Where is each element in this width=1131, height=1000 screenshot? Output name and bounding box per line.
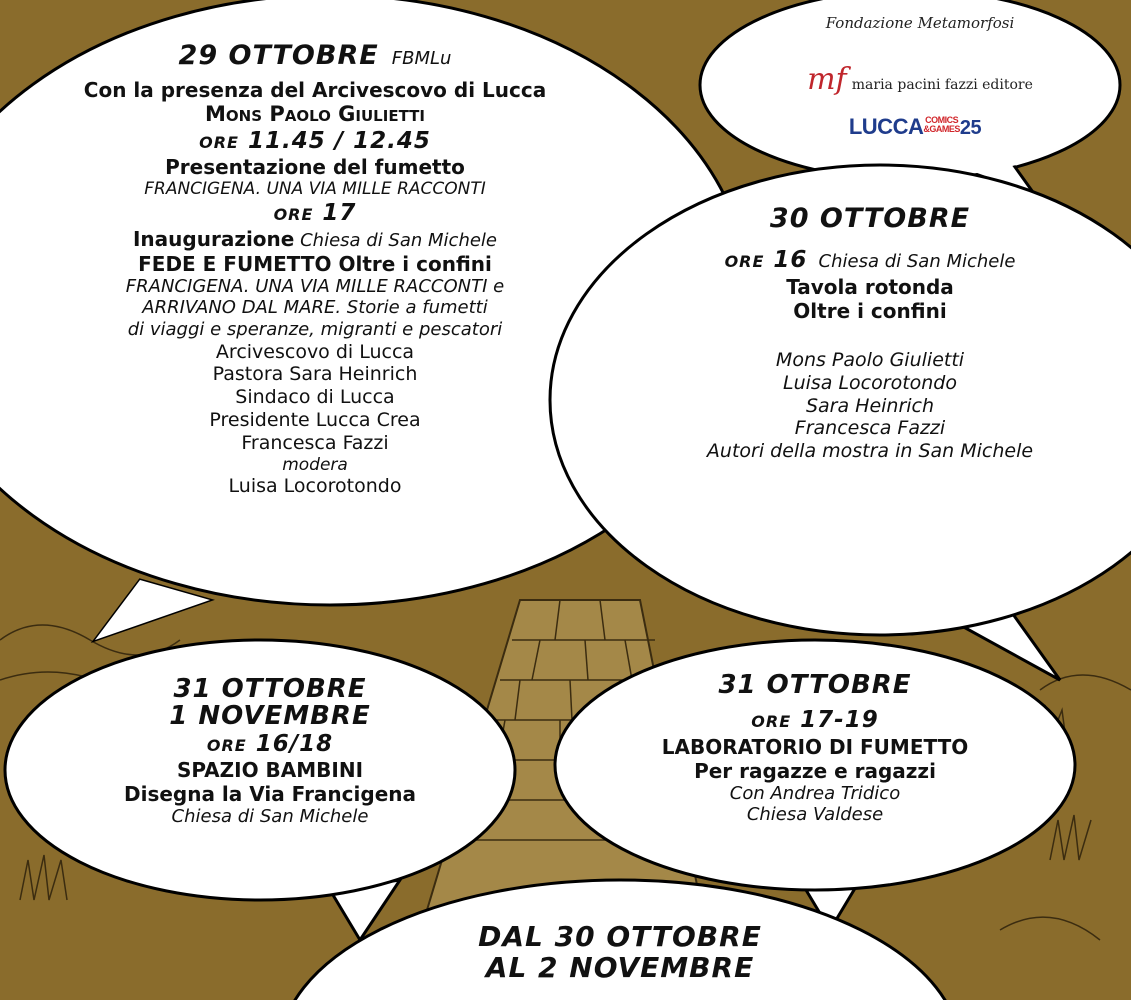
event4-with: Con Andrea Tridico <box>729 782 901 804</box>
event3-title: SPAZIO BAMBINI <box>176 758 364 783</box>
event1-block <box>20 40 610 498</box>
mpf-name: maria pacini fazzi editore <box>851 77 1033 93</box>
event5-date2: AL 2 NOVEMBRE <box>485 950 755 984</box>
event1-presentation: Presentazione del fumetto <box>165 155 465 180</box>
event3-time: ore 16/18 <box>206 730 334 757</box>
event3-block <box>60 676 480 828</box>
event2-title2: Oltre i confini <box>793 298 947 323</box>
mpf-mark-icon: mf <box>807 62 847 97</box>
lucca-year: 25 <box>959 117 982 139</box>
event1-venue-tag: FBMLu <box>391 48 452 69</box>
event2-title1: Tavola rotonda <box>786 274 954 299</box>
event1-time2: ore 17 <box>273 199 357 226</box>
event4-place: Chiesa Valdese <box>746 804 884 826</box>
event3-date2: 1 NOVEMBRE <box>169 701 371 732</box>
event2-speaker: Sara Heinrich <box>805 394 935 417</box>
event1-speaker: Presidente Lucca Crea <box>209 408 421 431</box>
event2-speaker: Mons Paolo Giulietti <box>775 348 965 371</box>
event1-comic-title: FRANCIGENA. UNA VIA MILLE RACCONTI <box>144 179 486 200</box>
event1-speaker: Sindaco di Lucca <box>235 386 395 409</box>
event1-inauguration: Inaugurazione <box>132 227 295 252</box>
event2-block <box>640 203 1100 463</box>
event2-time: ore 16 <box>724 247 808 274</box>
event5-block <box>420 922 820 984</box>
event3-date1: 31 OTTOBRE <box>173 674 367 704</box>
event1-exhibition: FEDE E FUMETTO Oltre i confini <box>138 251 492 276</box>
event1-desc3: di viaggi e speranze, migranti e pescatori <box>127 318 503 340</box>
lucca-small-top: COMICS <box>925 115 959 125</box>
event1-archbishop: Mons Paolo Giulietti <box>205 102 425 127</box>
fondazione-metamorfosi-logo: Fondazione Metamorfosi <box>825 14 1015 32</box>
event1-moderator: Luisa Locorotondo <box>228 474 402 497</box>
event2-speaker: Francesca Fazzi <box>794 417 946 440</box>
event5-date1: DAL 30 OTTOBRE <box>478 920 762 953</box>
event2-speaker: Luisa Locorotondo <box>782 371 957 394</box>
lucca-comics-logo <box>840 114 990 140</box>
lucca-main: LUCCA <box>848 114 924 139</box>
event1-inauguration-place: Chiesa di San Michele <box>300 230 497 252</box>
event4-time: ore 17-19 <box>751 707 879 734</box>
lucca-small-bottom: &GAMES <box>923 124 960 134</box>
event1-presence: Con la presenza del Arcivescovo di Lucca <box>83 78 547 103</box>
event4-title: LABORATORIO DI FUMETTO <box>661 734 969 759</box>
event1-time1: ore 11.45 / 12.45 <box>199 127 431 154</box>
event2-speaker: Autori della mostra in San Michele <box>706 440 1034 463</box>
event1-date: 29 OTTOBRE <box>178 40 379 71</box>
event2-place: Chiesa di San Michele <box>818 251 1016 273</box>
event4-block <box>600 670 1030 826</box>
event1-desc1: FRANCIGENA. UNA VIA MILLE RACCONTI e <box>125 275 505 297</box>
event2-date: 30 OTTOBRE <box>769 203 971 234</box>
pacini-fazzi-logo <box>800 62 1040 97</box>
event1-desc2: ARRIVANO DAL MARE. Storie a fumetti <box>142 297 488 319</box>
event1-speaker: Pastora Sara Heinrich <box>212 363 418 386</box>
event1-moderator-label: modera <box>282 454 348 475</box>
event3-subtitle: Disegna la Via Francigena <box>123 782 416 807</box>
event3-place: Chiesa di San Michele <box>171 806 369 828</box>
event4-subtitle: Per ragazze e ragazzi <box>694 758 936 783</box>
event1-speaker: Francesca Fazzi <box>241 431 389 454</box>
event4-date: 31 OTTOBRE <box>718 670 912 700</box>
event1-speaker: Arcivescovo di Lucca <box>215 340 415 363</box>
